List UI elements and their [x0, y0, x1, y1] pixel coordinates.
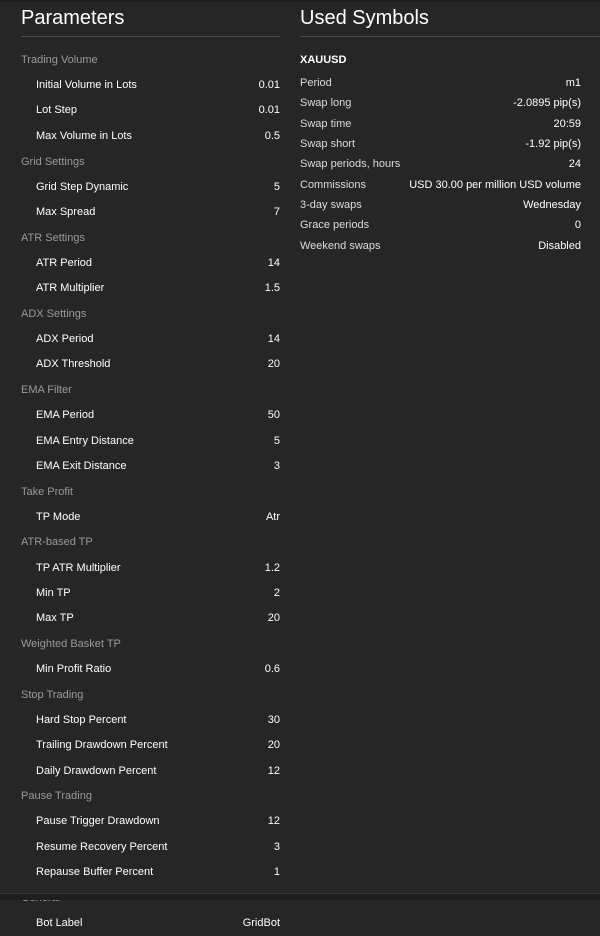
bottom-bar	[0, 893, 600, 900]
parameter-value: 30	[267, 713, 280, 726]
symbol-property-value: -2.0895 pip(s)	[513, 97, 581, 110]
symbol-property-value: m1	[565, 77, 581, 90]
parameters-title: Parameters	[21, 0, 280, 37]
symbol-property-value: 0	[574, 219, 581, 232]
symbol-property-label: Grace periods	[300, 219, 370, 232]
symbol-property-value: -1.92 pip(s)	[525, 138, 581, 151]
parameter-group-header: Weighted Basket TP	[21, 637, 121, 650]
parameter-row[interactable]	[21, 809, 280, 834]
parameters-panel	[21, 0, 280, 936]
parameter-value: 2	[273, 586, 280, 599]
parameter-row[interactable]	[21, 555, 280, 580]
parameter-label: Repause Buffer Percent	[36, 866, 154, 879]
parameter-label: ADX Threshold	[36, 358, 111, 371]
symbol-property-label: Commissions	[300, 178, 367, 191]
symbol-property-label: 3-day swaps	[300, 198, 362, 211]
parameter-row[interactable]	[21, 504, 280, 529]
parameter-row[interactable]	[21, 453, 280, 478]
parameter-label: Max Volume in Lots	[36, 129, 132, 142]
parameter-group-header: Take Profit	[21, 485, 73, 498]
parameter-label: TP ATR Multiplier	[36, 561, 121, 574]
symbol-property-label: Swap periods, hours	[300, 158, 401, 171]
parameter-value: 5	[273, 434, 280, 447]
parameter-value: 5	[273, 180, 280, 193]
parameter-value: 20	[267, 358, 280, 371]
parameter-group-header: Trading Volume	[21, 54, 98, 66]
parameter-row[interactable]	[21, 123, 280, 148]
parameter-value: 20	[267, 612, 280, 625]
symbol-property-label: Weekend swaps	[300, 239, 381, 252]
parameter-value: 0.01	[258, 104, 280, 117]
parameter-value: 12	[267, 764, 280, 777]
parameter-label: EMA Period	[36, 409, 95, 422]
parameter-label: Grid Step Dynamic	[36, 180, 129, 193]
parameter-value: 1.2	[264, 561, 280, 574]
parameter-label: Initial Volume in Lots	[36, 79, 137, 92]
parameter-row[interactable]	[21, 174, 280, 199]
symbol-property-value: Wednesday	[523, 198, 581, 211]
parameter-row[interactable]	[21, 250, 280, 275]
parameter-value: 20	[267, 739, 280, 752]
parameter-value: Atr	[265, 510, 280, 523]
parameter-row[interactable]	[21, 428, 280, 453]
parameter-row[interactable]	[21, 326, 280, 351]
symbol-property-label: Swap time	[300, 117, 352, 130]
parameter-value: 7	[273, 206, 280, 219]
symbol-property-value: USD 30.00 per million USD volume	[409, 178, 581, 191]
symbol-name: XAUUSD	[300, 54, 347, 66]
parameter-row[interactable]	[21, 606, 280, 631]
parameter-group-header: Stop Trading	[21, 688, 84, 701]
symbol-property-row	[300, 134, 600, 154]
parameter-group-header: Pause Trading	[21, 790, 92, 803]
symbol-property-label: Swap long	[300, 97, 352, 110]
symbol-property-row	[300, 114, 600, 134]
parameter-label: ATR Period	[36, 256, 93, 269]
parameter-group-header: EMA Filter	[21, 384, 72, 397]
parameter-group-header: ATR-based TP	[21, 536, 93, 549]
parameter-row[interactable]	[21, 656, 280, 681]
parameter-value: 0.5	[264, 129, 280, 142]
parameter-label: EMA Entry Distance	[36, 434, 134, 447]
parameter-value: 14	[267, 332, 280, 345]
parameter-group-header: ADX Settings	[21, 307, 87, 320]
parameter-row[interactable]	[21, 860, 280, 885]
parameter-label: Bot Label	[36, 916, 83, 929]
parameter-group-header: ATR Settings	[21, 231, 85, 244]
parameter-label: EMA Exit Distance	[36, 459, 127, 472]
symbol-property-value: Disabled	[538, 239, 581, 252]
parameter-label: Lot Step	[36, 104, 77, 117]
parameter-value: 3	[273, 840, 280, 853]
parameter-label: ATR Multiplier	[36, 282, 105, 295]
parameter-label: Resume Recovery Percent	[36, 840, 168, 853]
symbol-property-row	[300, 93, 600, 113]
parameter-label: Daily Drawdown Percent	[36, 764, 157, 777]
parameter-label: TP Mode	[36, 510, 81, 523]
symbol-property-row	[300, 154, 600, 174]
parameter-row[interactable]	[21, 199, 280, 224]
parameter-label: Min TP	[36, 586, 71, 599]
symbol-property-label: Period	[300, 77, 332, 90]
parameter-row[interactable]	[21, 758, 280, 783]
parameter-value: 1.5	[264, 282, 280, 295]
parameter-row[interactable]	[21, 733, 280, 758]
parameter-value: 0.6	[264, 663, 280, 676]
symbol-property-row	[300, 215, 600, 235]
symbol-property-label: Swap short	[300, 138, 356, 151]
parameter-row[interactable]	[21, 707, 280, 732]
parameter-label: Trailing Drawdown Percent	[36, 739, 168, 752]
parameter-label: Min Profit Ratio	[36, 663, 112, 676]
parameter-row[interactable]	[21, 276, 280, 301]
parameter-value: 0.01	[258, 79, 280, 92]
symbol-property-row	[300, 195, 600, 215]
parameter-value: 3	[273, 459, 280, 472]
parameter-row[interactable]	[21, 352, 280, 377]
parameter-label: ADX Period	[36, 332, 94, 345]
symbol-property-row	[300, 174, 600, 194]
symbol-properties	[300, 73, 600, 256]
parameter-value: GridBot	[242, 916, 280, 929]
parameter-label: Hard Stop Percent	[36, 713, 127, 726]
parameter-row[interactable]	[21, 834, 280, 859]
parameter-label: Max TP	[36, 612, 74, 625]
parameter-value: 12	[267, 815, 280, 828]
parameter-value: 1	[273, 866, 280, 879]
used-symbols-title: Used Symbols	[300, 0, 600, 37]
symbol-property-row	[300, 235, 600, 255]
used-symbols-panel	[300, 0, 600, 256]
symbol-property-row	[300, 73, 600, 93]
symbol-property-value: 20:59	[553, 117, 581, 130]
parameter-row[interactable]	[21, 402, 280, 427]
parameter-value: 14	[267, 256, 280, 269]
parameter-label: Pause Trigger Drawdown	[36, 815, 160, 828]
parameter-row[interactable]	[21, 910, 280, 935]
parameters-list	[21, 37, 280, 936]
parameter-group-header: Grid Settings	[21, 155, 85, 168]
parameter-row[interactable]	[21, 98, 280, 123]
symbol-property-value: 24	[568, 158, 581, 171]
parameter-row[interactable]	[21, 580, 280, 605]
parameter-value: 50	[267, 409, 280, 422]
parameter-label: Max Spread	[36, 206, 96, 219]
parameter-row[interactable]	[21, 72, 280, 97]
